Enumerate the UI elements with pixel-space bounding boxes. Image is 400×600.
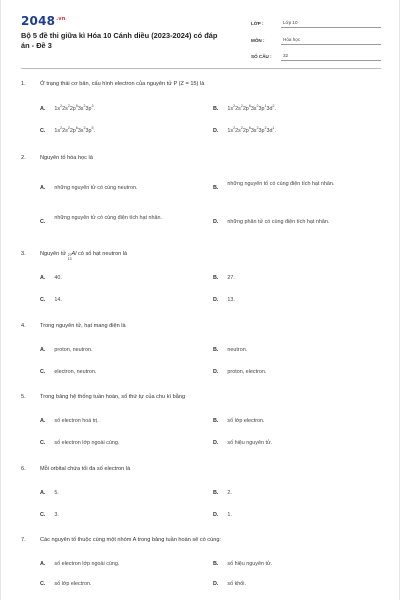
option-letter: B. [213, 418, 219, 424]
question-number: 4. [21, 323, 26, 329]
option-b[interactable] [213, 489, 381, 497]
option-c[interactable] [40, 580, 205, 588]
meta-row-count [251, 49, 381, 61]
question-stem [21, 80, 381, 88]
option-b[interactable] [213, 105, 381, 113]
option-text: những nguyên tố có cùng điện tích hạt nhân. [227, 181, 335, 187]
question-stem [21, 250, 381, 261]
question-number: 1. [21, 81, 26, 87]
question-number: 6. [21, 466, 26, 472]
site-logo[interactable] [21, 14, 66, 28]
option-b[interactable] [213, 180, 381, 192]
question-stem [21, 393, 381, 401]
meta-value: Lớp 10 [281, 20, 381, 28]
question-number: 7. [21, 537, 26, 543]
meta-value: Hóa học [281, 37, 381, 45]
meta-key: LỚP : [251, 21, 264, 26]
option-text: $1s^22s^22p^63s^23p^23d^1$. [227, 126, 277, 134]
option-c[interactable] [40, 214, 205, 226]
option-a[interactable] [40, 346, 205, 354]
option-d[interactable] [213, 511, 381, 519]
exam-meta [251, 16, 381, 66]
option-a[interactable] [40, 560, 205, 568]
logo-main-text: 2048 [21, 14, 56, 28]
option-letter: A. [40, 185, 46, 191]
question-number: 2. [21, 155, 26, 161]
header-divider [21, 68, 381, 69]
question-number: 3. [21, 251, 26, 257]
option-text: 27. [227, 275, 235, 281]
meta-row-subject [251, 33, 381, 45]
option-text: số electron lớp ngoài cùng. [54, 561, 120, 567]
question-stem [21, 465, 381, 473]
option-letter: D. [213, 581, 219, 587]
option-letter: C. [40, 297, 46, 303]
option-letter: B. [213, 185, 219, 191]
option-c[interactable] [40, 368, 205, 376]
option-a[interactable] [40, 274, 205, 282]
option-letter: D. [213, 440, 219, 446]
option-text: $1s^22s^22p^63s^23p^3$. [54, 104, 96, 112]
option-a[interactable] [40, 105, 205, 113]
option-text: 3. [54, 512, 59, 518]
question-5 [21, 393, 381, 453]
option-text: những nguyên tử có cùng neutron. [54, 185, 138, 191]
question-number: 5. [21, 394, 26, 400]
option-d[interactable] [213, 368, 381, 376]
question-stem [21, 154, 381, 162]
option-b[interactable] [213, 346, 381, 354]
option-letter: A. [40, 418, 46, 424]
question-text: Ở trạng thái cơ bản, cấu hình electron của nguyên tử P (Z = 15) là [40, 81, 205, 87]
option-letter: B. [213, 347, 219, 353]
option-text: proton, electron. [227, 369, 267, 375]
option-text: những nguyên tử có cùng điện tích hạt nhân. [54, 215, 163, 221]
meta-value: 32 [281, 53, 381, 61]
question-6 [21, 465, 381, 525]
question-text: Trong nguyên tử, hạt mang điện là [40, 323, 126, 329]
option-text: $1s^22s^22p^63s^23p^5$. [54, 126, 96, 134]
option-letter: A. [40, 347, 46, 353]
option-d[interactable] [213, 296, 381, 304]
option-letter: C. [40, 440, 46, 446]
exam-title: Bộ 5 đề thi giữa kì Hóa 10 Cánh diều (2023-2024) có đáp án - Đề 3 [21, 31, 218, 50]
logo-suffix-text: .vn [56, 16, 66, 22]
option-letter: D. [213, 219, 219, 225]
option-text: $1s^22s^22p^63s^23p^13d^2$. [227, 104, 277, 112]
question-stem [21, 536, 381, 544]
question-2 [21, 154, 381, 234]
question-text: Nguyên tố hóa học là [40, 155, 93, 161]
option-letter: A. [40, 106, 46, 112]
option-letter: C. [40, 581, 46, 587]
question-3 [21, 250, 381, 310]
option-text: neutron. [227, 347, 248, 353]
option-b[interactable] [213, 417, 381, 425]
option-letter: B. [213, 490, 219, 496]
option-c[interactable] [40, 511, 205, 519]
option-b[interactable] [213, 274, 381, 282]
question-text: Nguyên tử 27 13 Al có số hạt neutron là [40, 251, 128, 261]
option-text: 5. [54, 490, 59, 496]
option-letter: D. [213, 128, 219, 134]
option-d[interactable] [213, 127, 381, 135]
option-letter: A. [40, 490, 46, 496]
option-text: 2. [227, 490, 232, 496]
option-letter: A. [40, 561, 46, 567]
option-c[interactable] [40, 127, 205, 135]
option-text: những phân tử có cùng điện tích hạt nhân. [227, 219, 330, 225]
option-text: 14. [54, 297, 62, 303]
option-letter: C. [40, 512, 46, 518]
question-stem [21, 322, 381, 330]
question-text: Mỗi orbital chứa tối đa số electron là [40, 466, 131, 472]
option-text: số hiệu nguyên tử. [227, 561, 273, 567]
option-c[interactable] [40, 296, 205, 304]
option-a[interactable] [40, 489, 205, 497]
option-a[interactable] [40, 184, 205, 192]
option-letter: B. [213, 275, 219, 281]
option-d[interactable] [213, 218, 381, 226]
option-text: số lớp electron. [54, 581, 92, 587]
option-letter: D. [213, 297, 219, 303]
option-letter: C. [40, 128, 46, 134]
option-letter: C. [40, 369, 46, 375]
option-letter: B. [213, 561, 219, 567]
option-text: proton, neutron. [54, 347, 93, 353]
option-letter: C. [40, 219, 46, 225]
option-text: số khối. [227, 581, 246, 587]
option-text: số electron lớp ngoài cùng. [54, 440, 120, 446]
question-4 [21, 322, 381, 382]
option-d[interactable] [213, 580, 381, 588]
option-d[interactable] [213, 439, 381, 447]
question-text: Các nguyên tố thuộc cùng một nhóm A trong bảng tuần hoàn sẽ có cùng: [40, 537, 221, 543]
option-text: 1. [227, 512, 232, 518]
option-text: electron, neutron. [54, 369, 97, 375]
meta-row-class [251, 16, 381, 28]
option-text: số lớp electron. [227, 418, 265, 424]
document-header [21, 14, 381, 64]
option-text: số hiệu nguyên tử. [227, 440, 273, 446]
option-c[interactable] [40, 439, 205, 447]
option-a[interactable] [40, 417, 205, 425]
isotope-notation: 27 13 [67, 253, 72, 261]
meta-key: SỐ CÂU : [251, 54, 272, 59]
option-text: 40. [54, 275, 62, 281]
option-b[interactable] [213, 560, 381, 568]
option-letter: B. [213, 106, 219, 112]
question-7 [21, 536, 381, 596]
option-letter: D. [213, 369, 219, 375]
question-1 [21, 80, 381, 140]
option-text: số electron hoá trị. [54, 418, 99, 424]
option-letter: D. [213, 512, 219, 518]
option-letter: A. [40, 275, 46, 281]
option-text: 13. [227, 297, 235, 303]
question-text: Trong bảng hệ thống tuần hoàn, số thứ tự của chu kì bằng [40, 394, 186, 400]
meta-key: MÔN : [251, 37, 265, 43]
